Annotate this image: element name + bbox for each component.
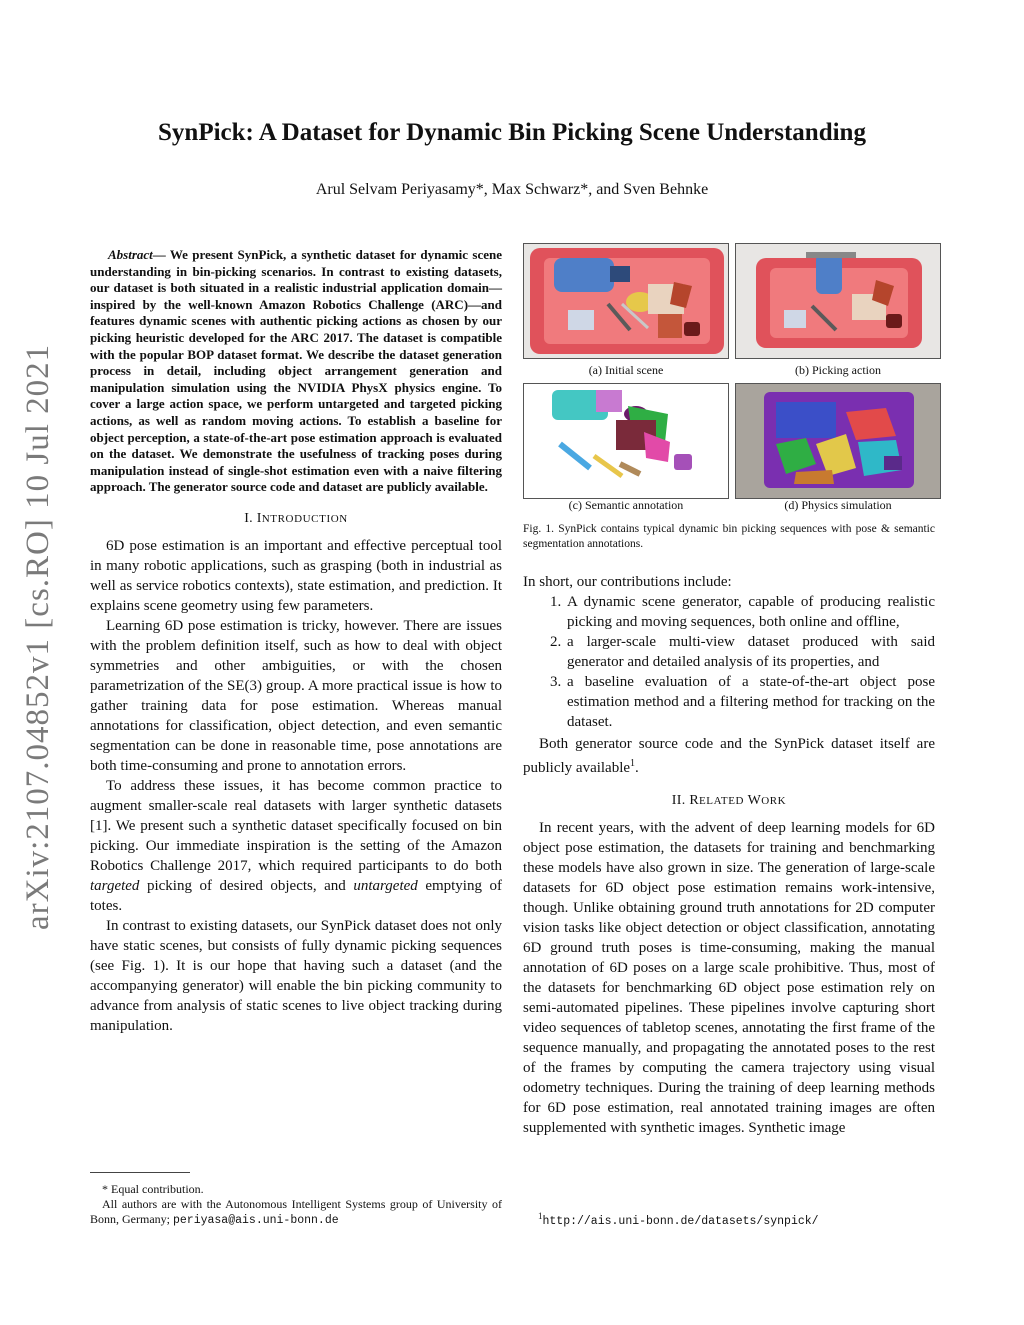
abstract-text: — We present SynPick, a synthetic dataset for dynamic scene understanding in bin-picking scenarios. In contrast to existing datasets, our dataset is both situated in a realistic industrial application domain—inspired by the well-known Amazon Robotics Challenge (ARC)—and features dynamic scenes with authentic picking actions as chosen by our picking heuristic developed for the ARC 2017. The dataset is compatible with the popular BOP dataset format. We describe the dataset generation process in detail, including object arrangement generation and manipulation simulation using the NVIDIA PhysX physics engine. To cover a large action space, we perform untargeted and targeted picking actions, as well as random moving actions. To establish a baseline for object perception, a state-of-the-art pose estimation approach is evaluated on the dataset. We demonstrate the usefulness of tracking poses during manipulation instead of single-shot estimation even with a naive filtering approach. The generator source code and dataset are publicly available.: [90, 247, 502, 495]
related-paragraph-1: In recent years, with the advent of deep learning models for 6D object pose estimation, the datasets for training and benchmarking these models have also grown in size. The generation of large-scale datasets for 6D object pose estimation remains work-intensive, though. Unlike obtaining ground truth annotations for 2D computer vision tasks like object detection or object classification, annotating 6D ground truth poses is time-consuming, making the manual annotation of 6D poses on a large scale prohibitive. Thus, most of the datasets for benchmarking 6D object pose estimation rely on semi-automated pipelines. These pipelines involve capturing short video sequences of tabletop scenes, annotating the first frame of the sequence manually, and propagating the annotated poses to the rest of the frames by computing the camera trajectory using visual odometry techniques. During the training of deep learning methods for 6D pose estimation, real annotated training images are often supplemented with synthetic images. Synthetic image: [523, 820, 935, 1136]
panel-semantic-annotation: [523, 383, 729, 499]
intro-paragraph-2: Learning 6D pose estimation is tricky, however. There are issues with the problem definition itself, such as how to deal with object symmetries and other ambiguities, or with the chosen parametrization of the SE(3) group. A more practical issue is how to gather training data for pose estimation. Whereas manual annotations for classification, object detection, and even semantic segmentation can be done in reasonable time, pose annotations are both time-consuming and prone to annotation errors.: [90, 617, 502, 774]
section-heading-introduction: [90, 509, 502, 529]
initial-scene-image: [524, 244, 728, 358]
contrib-item: 1. A dynamic scene generator, capable of producing realistic picking and moving sequences, both online and offline,: [565, 592, 935, 632]
caption-semantic-annotation: (c) Semantic annotation: [568, 498, 684, 512]
footnote-equal-contribution: * Equal contribution.: [102, 1182, 204, 1196]
section-heading-rest: ELATED: [698, 795, 745, 807]
footnote-right: [538, 1211, 819, 1228]
contrib-closing-end: .: [635, 760, 639, 776]
section-heading-initial: I: [256, 510, 262, 526]
intro-p3-text-b: picking of desired objects, and: [139, 877, 354, 894]
physics-simulation-image: [736, 384, 940, 498]
figure-caption: Fig. 1. SynPick contains typical dynamic bin picking sequences with pose & semantic segmentation annotations.: [523, 523, 935, 550]
footnote-marker: 1: [630, 758, 636, 769]
footnote-left: [90, 1182, 502, 1228]
intro-p3-emphasis-targeted: targeted: [90, 877, 140, 894]
abstract: [90, 247, 502, 496]
contrib-item: 3. a baseline evaluation of a state-of-the-art object pose estimation method and a filtering method for tracking on the dataset.: [565, 672, 935, 732]
panel-initial-scene: [523, 243, 729, 359]
caption-physics-simulation: (d) Physics simulation: [784, 498, 892, 512]
contrib-item: 2. a larger-scale multi-view dataset produced with said generator and detailed analysis of its properties, and: [565, 632, 935, 672]
footnote-rule: [90, 1172, 190, 1173]
abstract-lead: Abstract: [108, 247, 153, 262]
intro-p3-emphasis-untargeted: untargeted: [353, 877, 418, 894]
section-heading-related-work: [523, 791, 935, 811]
contrib-closing-text: Both generator source code and the SynPick dataset itself are publicly available: [523, 736, 935, 776]
contrib-intro: In short, our contributions include:: [523, 574, 732, 590]
intro-paragraph-3: [90, 776, 502, 916]
intro-p3-text-c: emptying of totes.: [90, 877, 503, 914]
dataset-url[interactable]: http://ais.uni-bonn.de/datasets/synpick/: [542, 1215, 819, 1228]
left-column: [90, 247, 502, 1036]
footnote-affiliation-text: All authors are with the Autonomous Intelligent Systems group of University of Bonn, Germany;: [90, 1197, 502, 1226]
semantic-annotation-image: [524, 384, 728, 498]
intro-paragraph-4: In contrast to existing datasets, our SynPick dataset does not only have static scenes, but consists of fully dynamic picking sequences (see Fig. 1). It is our hope that having such a dataset (and the accompanying generator) will enable the bin picking community to advance from analysis of static scenes to live object tracking during manipulation.: [90, 917, 502, 1034]
figure-1: [523, 243, 943, 553]
footnote-affiliation: [90, 1197, 502, 1228]
contrib-closing: [523, 734, 935, 778]
arxiv-side-label: arXiv:2107.04852v1 [cs.RO] 10 Jul 2021: [20, 343, 56, 930]
footnote-email: periyasa@ais.uni-bonn.de: [173, 1214, 339, 1227]
intro-paragraph-1: 6D pose estimation is an important and effective perceptual tool in many robotic applications, such as grasping (both in industrial as well as service robotics contexts), state estimation, and prediction. It explains scene geometry using few parameters.: [90, 537, 502, 614]
author-list: Arul Selvam Periyasamy*, Max Schwarz*, and Sven Behnke: [315, 181, 709, 198]
picking-action-image: [736, 244, 940, 358]
right-column: [523, 572, 935, 1138]
footnote-marker: 1: [538, 1211, 543, 1221]
panel-picking-action: [735, 243, 941, 359]
panel-physics-simulation: [735, 383, 941, 499]
intro-p3-text-a: To address these issues, it has become common practice to augment smaller-scale real datasets with larger synthetic datasets [1]. We present such a synthetic dataset specifically focused on bin picking. Our immediate inspiration is the setting of the Amazon Robotics Challenge 2017, which required participants to do both: [90, 777, 502, 874]
section-number: II.: [671, 793, 686, 808]
section-heading-initial: W: [747, 793, 762, 808]
section-heading-rest: ORK: [761, 795, 787, 807]
section-heading-rest: NTRODUCTION: [261, 512, 348, 525]
section-heading-initial: R: [689, 793, 699, 808]
caption-initial-scene: (a) Initial scene: [588, 363, 664, 377]
section-number: I.: [244, 510, 253, 526]
contrib-list: [523, 592, 935, 732]
paper-title: SynPick: A Dataset for Dynamic Bin Picking Scene Understanding: [158, 119, 866, 146]
caption-picking-action: (b) Picking action: [795, 363, 881, 377]
